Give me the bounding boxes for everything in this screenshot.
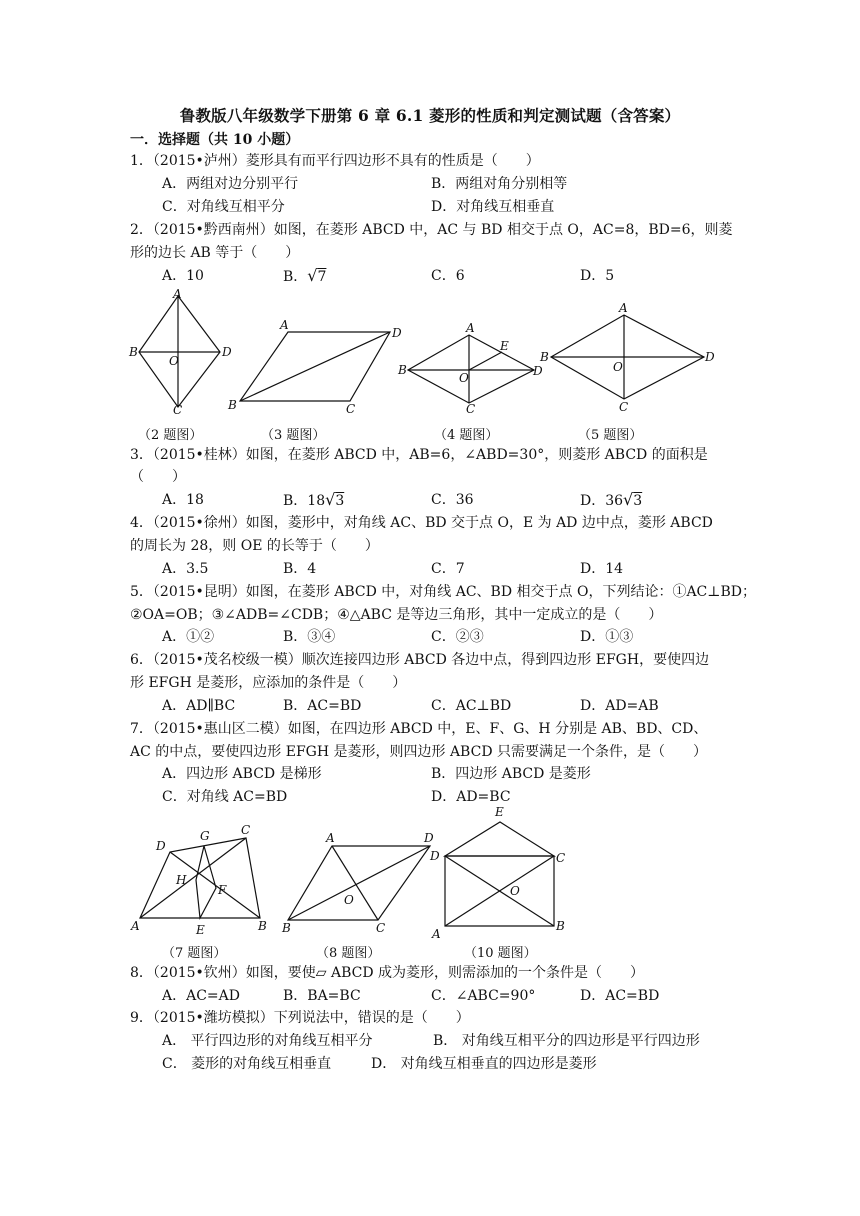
q1-option-c[interactable]: C．对角线互相平分 [162, 199, 285, 215]
label-h: H [176, 873, 187, 887]
page-title: 鲁教版八年级数学下册第 6 章 6.1 菱形的性质和判定测试题（含答案） [179, 106, 681, 125]
label-c: C [346, 402, 356, 416]
q2-option-c[interactable]: C．6 [431, 268, 465, 284]
q3-option-d-label: D．36 [580, 493, 624, 509]
q2-option-b-label: B． [283, 269, 308, 285]
q2-option-b-radicand: 7 [317, 269, 327, 285]
q9-option-a[interactable]: A． 平行四边形的对角线互相平分 [162, 1033, 373, 1049]
q7-stem-line2: AC 的中点，要使四边形 EFGH 是菱形，则四边形 ABCD 只需要满足一个条件，是（ ） [130, 744, 707, 760]
q4-option-d[interactable]: D．14 [580, 561, 624, 577]
label-d: D [222, 345, 232, 359]
q4-option-c[interactable]: C．7 [431, 561, 465, 577]
q2-option-a[interactable]: A．10 [162, 268, 204, 284]
label-d: D [156, 839, 166, 853]
q8-option-a[interactable]: A．AC=AD [162, 988, 240, 1004]
label-d: D [533, 364, 543, 378]
label-o: O [459, 371, 469, 385]
label-o: O [169, 354, 179, 368]
caption-q4: （4 题图） [434, 428, 499, 443]
q6-option-b[interactable]: B．AC=BD [283, 698, 362, 714]
label-d: D [392, 326, 402, 340]
label-c: C [376, 921, 386, 935]
label-o: O [510, 884, 520, 898]
q9-option-d[interactable]: D． 对角线互相垂直的四边形是菱形 [371, 1056, 597, 1072]
label-b: B [556, 919, 565, 933]
q7-option-b[interactable]: B．四边形 ABCD 是菱形 [431, 766, 591, 782]
q3-option-d[interactable] [580, 490, 642, 511]
q6-stem-line1: 6．（2015•茂名校级一模）顺次连接四边形 ABCD 各边中点，得到四边形 EFGH，要使四边 [130, 652, 710, 668]
q1-option-d[interactable]: D．对角线互相垂直 [431, 199, 555, 215]
label-d: D [424, 831, 434, 845]
label-o: O [613, 360, 623, 374]
q6-option-c[interactable]: C．AC⊥BD [431, 698, 512, 714]
label-b: B [228, 398, 237, 412]
q3-option-b-radicand: 3 [335, 493, 345, 509]
label-e: E [196, 923, 205, 937]
q3-option-d-radicand: 3 [633, 493, 643, 509]
q6-stem-line2: 形 EFGH 是菱形，应添加的条件是（ ） [130, 675, 407, 691]
q9-stem: 9．（2015•潍坊模拟）下列说法中，错误的是（ ） [130, 1010, 470, 1026]
q2-stem-line1: 2．（2015•黔西南州）如图，在菱形 ABCD 中，AC 与 BD 相交于点 O，AC=8，BD=6，则菱 [130, 222, 733, 238]
q5-option-c[interactable]: C．②③ [431, 629, 484, 645]
label-b: B [129, 345, 138, 359]
label-a: A [466, 321, 475, 335]
q6-option-d[interactable]: D．AD=AB [580, 698, 659, 714]
q7-option-a[interactable]: A．四边形 ABCD 是梯形 [162, 766, 322, 782]
q2-stem-line2: 形的边长 AB 等于（ ） [130, 245, 300, 261]
q8-option-b[interactable]: B．BA=BC [283, 988, 361, 1004]
figure-q5 [538, 295, 718, 415]
label-a: A [326, 831, 335, 845]
q5-option-b[interactable]: B．③④ [283, 629, 336, 645]
figure-q10 [428, 800, 578, 940]
q6-option-a[interactable]: A．AD∥BC [162, 698, 236, 714]
q5-stem-line2: ②OA=OB；③∠ADB=∠CDB；④△ABC 是等边三角形，其中一定成立的是（ ） [130, 607, 663, 623]
caption-q5: （5 题图） [578, 428, 643, 443]
label-a: A [619, 301, 628, 315]
label-a: A [432, 927, 441, 941]
figure-q8 [282, 830, 442, 940]
q1-stem: 1．（2015•泸州）菱形具有而平行四边形不具有的性质是（ ） [130, 153, 540, 169]
label-c: C [173, 403, 183, 417]
figure-q7 [128, 818, 278, 938]
figure-q3 [228, 315, 402, 435]
label-b: B [282, 921, 291, 935]
caption-q10: （10 题图） [464, 946, 537, 961]
sqrt-icon: √ [307, 266, 318, 285]
q9-option-b[interactable]: B． 对角线互相平分的四边形是平行四边形 [433, 1033, 700, 1049]
label-a: A [173, 287, 182, 301]
label-a: A [280, 318, 289, 332]
q7-stem-line1: 7．（2015•惠山区二模）如图，在四边形 ABCD 中，E、F、G、H 分别是 AB、BD、CD、 [130, 721, 708, 737]
label-f: F [218, 883, 227, 897]
q1-option-a[interactable]: A．两组对边分别平行 [162, 176, 299, 192]
q8-option-d[interactable]: D．AC=BD [580, 988, 660, 1004]
q4-option-a[interactable]: A．3.5 [162, 561, 209, 577]
figure-q4 [396, 320, 556, 420]
label-c: C [241, 823, 251, 837]
caption-q7: （7 题图） [162, 946, 227, 961]
q9-option-c[interactable]: C． 菱形的对角线互相垂直 [162, 1056, 332, 1072]
sqrt-icon: √ [325, 490, 336, 509]
section-heading: 一．选择题（共 10 小题） [130, 132, 300, 148]
label-d: D [430, 849, 440, 863]
caption-q2: （2 题图） [138, 428, 203, 443]
q3-option-b[interactable] [283, 490, 344, 511]
q4-stem-line1: 4．（2015•徐州）如图，菱形中，对角线 AC、BD 交于点 O，E 为 AD 边中点，菱形 ABCD [130, 515, 713, 531]
q3-stem-line2: （ ） [130, 469, 186, 485]
q7-option-c[interactable]: C．对角线 AC=BD [162, 789, 288, 805]
figure-q2 [125, 287, 245, 417]
label-c: C [466, 402, 476, 416]
q1-option-b[interactable]: B．两组对角分别相等 [431, 176, 568, 192]
sqrt-icon: √ [623, 490, 634, 509]
q3-option-a[interactable]: A．18 [162, 492, 204, 508]
q8-option-c[interactable]: C．∠ABC=90° [431, 988, 536, 1004]
caption-q3: （3 题图） [261, 428, 326, 443]
q7-option-d[interactable]: D．AD=BC [431, 789, 511, 805]
q8-stem: 8．（2015•钦州）如图，要使▱ ABCD 成为菱形，则需添加的一个条件是（ ） [130, 965, 645, 981]
label-b: B [258, 919, 267, 933]
q4-stem-line2: 的周长为 28，则 OE 的长等于（ ） [130, 538, 379, 554]
q3-option-c[interactable]: C．36 [431, 492, 474, 508]
q5-stem-line1: 5．（2015•昆明）如图，在菱形 ABCD 中，对角线 AC、BD 相交于点 O，下列结论：①AC⊥BD； [130, 584, 756, 600]
label-g: G [200, 829, 210, 843]
q3-stem-line1: 3．（2015•桂林）如图，在菱形 ABCD 中，AB=6，∠ABD=30°，则菱形 ABCD 的面积是 [130, 447, 708, 463]
label-b: B [540, 350, 549, 364]
label-b: B [398, 363, 407, 377]
q2-option-b[interactable] [283, 266, 326, 287]
label-a: A [131, 919, 140, 933]
q5-option-a[interactable]: A．①② [162, 629, 215, 645]
label-e: E [495, 805, 504, 819]
q3-option-b-label: B．18 [283, 493, 326, 509]
label-d: D [705, 350, 715, 364]
label-o: O [344, 893, 354, 907]
label-c: C [556, 851, 566, 865]
label-c: C [619, 400, 629, 414]
caption-q8: （8 题图） [316, 946, 381, 961]
q4-option-b[interactable]: B．4 [283, 561, 317, 577]
q2-option-d[interactable]: D．5 [580, 268, 615, 284]
q5-option-d[interactable]: D．①③ [580, 629, 634, 645]
label-e: E [500, 339, 509, 353]
